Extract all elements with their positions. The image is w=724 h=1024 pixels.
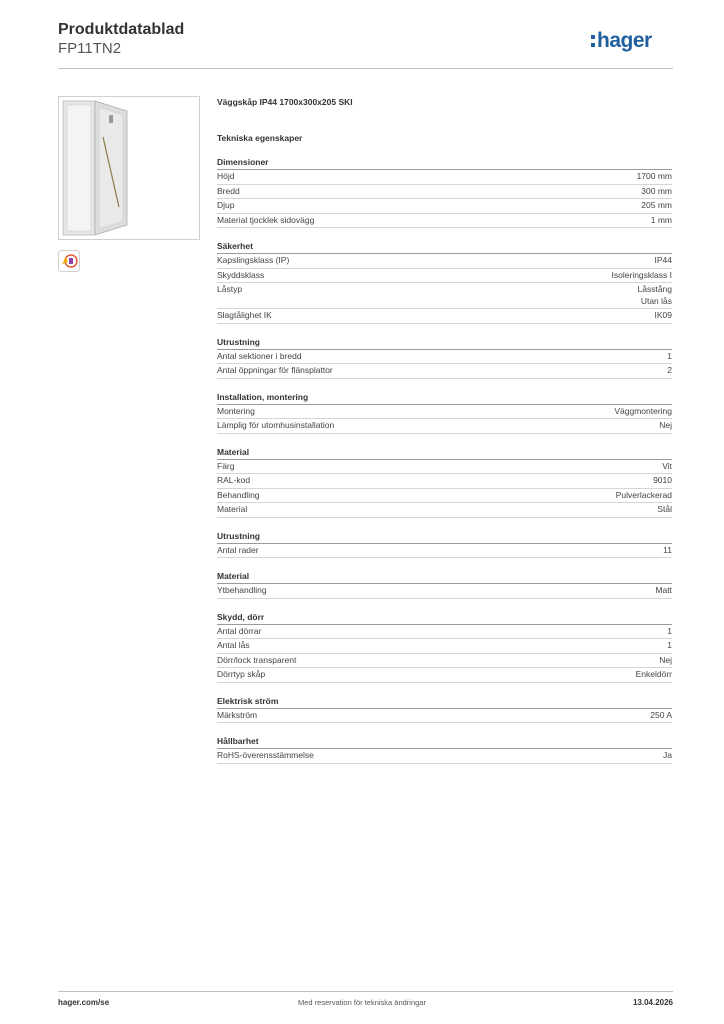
spec-group bbox=[217, 570, 672, 599]
spec-group bbox=[217, 336, 672, 379]
spec-label: Höjd bbox=[217, 171, 235, 181]
spec-group bbox=[217, 695, 672, 724]
logo-dot-top bbox=[591, 35, 595, 39]
spec-value-line: Låsstång bbox=[637, 284, 672, 294]
spec-label: Dörrtyp skåp bbox=[217, 669, 266, 679]
spec-value bbox=[657, 504, 672, 516]
spec-value bbox=[667, 640, 672, 652]
spec-value bbox=[655, 310, 673, 322]
spec-value-line: IP44 bbox=[654, 255, 672, 265]
spec-value bbox=[638, 284, 673, 307]
spec-label: Montering bbox=[217, 405, 255, 416]
product-name: Väggskåp IP44 1700x300x205 SKI bbox=[217, 97, 353, 107]
spec-row bbox=[217, 584, 672, 599]
spec-value bbox=[659, 655, 672, 667]
spec-value bbox=[616, 490, 672, 502]
spec-row bbox=[217, 254, 672, 269]
spec-label: RAL-kod bbox=[217, 475, 251, 485]
product-code: FP11TN2 bbox=[58, 40, 122, 57]
spec-label: Lämplig för utomhusinstallation bbox=[217, 420, 335, 430]
spec-value-line: 1 bbox=[667, 625, 672, 636]
spec-value-line: 1 bbox=[667, 350, 672, 361]
spec-value-line: Stål bbox=[657, 504, 672, 514]
spec-row bbox=[217, 364, 672, 379]
spec-row bbox=[217, 199, 672, 214]
spec-group-title: Dimensioner bbox=[217, 156, 672, 170]
spec-group bbox=[217, 735, 672, 764]
spec-group-title: Skydd, dörr bbox=[217, 611, 672, 625]
spec-row bbox=[217, 185, 672, 200]
spec-value bbox=[663, 545, 672, 557]
spec-value-line: 1 bbox=[667, 640, 672, 650]
spec-value bbox=[655, 585, 672, 597]
spec-value bbox=[641, 200, 672, 212]
spec-group-title: Elektrisk ström bbox=[217, 695, 672, 709]
spec-value-line: 9010 bbox=[653, 475, 672, 485]
spec-group-title: Säkerhet bbox=[217, 240, 672, 254]
header-divider bbox=[58, 68, 673, 69]
spec-value bbox=[667, 626, 672, 638]
spec-value bbox=[651, 215, 672, 227]
spec-label: Antal öppningar för flänsplattor bbox=[217, 365, 333, 375]
spec-row bbox=[217, 170, 672, 185]
spec-label: Material bbox=[217, 504, 248, 514]
spec-label: Antal dörrar bbox=[217, 625, 262, 636]
spec-value-line: Matt bbox=[655, 585, 672, 595]
spec-row bbox=[217, 749, 672, 764]
spec-content bbox=[217, 96, 672, 764]
spec-value bbox=[612, 270, 672, 282]
spec-value-line: Nej bbox=[659, 654, 672, 665]
spec-row bbox=[217, 709, 672, 724]
spec-value-line: Nej bbox=[659, 420, 672, 430]
logo-text: hager bbox=[597, 29, 652, 52]
page-title: Produktdatablad bbox=[58, 21, 185, 38]
recycling-badge-icon bbox=[58, 250, 80, 272]
spec-label: Antal lås bbox=[217, 640, 250, 650]
product-image bbox=[58, 96, 200, 240]
spec-value-line: 250 A bbox=[650, 709, 672, 720]
spec-group-title: Hållbarhet bbox=[217, 735, 672, 749]
spec-row bbox=[217, 654, 672, 669]
spec-row bbox=[217, 544, 672, 559]
spec-group bbox=[217, 391, 672, 434]
spec-group bbox=[217, 156, 672, 228]
spec-label: Antal rader bbox=[217, 544, 259, 555]
spec-value-line: 11 bbox=[663, 544, 672, 555]
footer-disclaimer: Med reservation för tekniska ändringar bbox=[298, 998, 426, 1007]
cabinet-photo-icon bbox=[59, 97, 199, 239]
spec-group-title: Material bbox=[217, 446, 672, 460]
footer-divider bbox=[58, 991, 673, 992]
spec-group-title: Utrustning bbox=[217, 336, 672, 350]
spec-value bbox=[667, 365, 672, 377]
spec-row bbox=[217, 350, 672, 365]
spec-value bbox=[637, 171, 672, 183]
spec-label: Låstyp bbox=[217, 284, 243, 294]
spec-value-line: Enkeldörr bbox=[635, 669, 672, 679]
spec-group bbox=[217, 240, 672, 324]
spec-label: Slagtålighet IK bbox=[217, 310, 272, 320]
spec-row bbox=[217, 214, 672, 229]
spec-group bbox=[217, 611, 672, 683]
spec-label: Märkström bbox=[217, 709, 258, 720]
spec-value-line: Isoleringsklass I bbox=[611, 269, 672, 280]
spec-value bbox=[636, 669, 672, 681]
spec-label: Material tjocklek sidovägg bbox=[217, 214, 315, 225]
spec-row bbox=[217, 668, 672, 683]
spec-value-line: 205 mm bbox=[641, 200, 672, 210]
spec-row bbox=[217, 474, 672, 489]
spec-label: Bredd bbox=[217, 185, 240, 196]
spec-label: Antal sektioner i bredd bbox=[217, 350, 302, 361]
spec-value bbox=[650, 710, 672, 722]
spec-group bbox=[217, 446, 672, 518]
spec-label: Behandling bbox=[217, 489, 260, 500]
spec-group-title: Utrustning bbox=[217, 530, 672, 544]
hager-logo bbox=[591, 26, 673, 58]
footer-date: 13.04.2026 bbox=[632, 998, 673, 1007]
spec-group bbox=[217, 530, 672, 559]
section-heading: Tekniska egenskaper bbox=[217, 133, 303, 143]
footer-website: hager.com/se bbox=[58, 998, 110, 1007]
spec-value bbox=[659, 420, 672, 432]
spec-label: Kapslingsklass (IP) bbox=[217, 255, 290, 265]
spec-value bbox=[641, 186, 672, 198]
spec-value bbox=[667, 351, 672, 363]
spec-row bbox=[217, 489, 672, 504]
spec-row bbox=[217, 269, 672, 284]
spec-value-line: Vit bbox=[662, 460, 672, 471]
spec-value-line: Ja bbox=[663, 750, 672, 760]
spec-group-title: Installation, montering bbox=[217, 391, 672, 405]
spec-value-line: 2 bbox=[667, 365, 672, 375]
spec-value bbox=[653, 475, 672, 487]
spec-row bbox=[217, 309, 672, 324]
spec-groups bbox=[217, 156, 672, 764]
spec-value-line: 300 mm bbox=[641, 185, 672, 196]
spec-label: RoHS-överensstämmelse bbox=[217, 750, 314, 760]
spec-value bbox=[663, 750, 672, 762]
spec-value bbox=[662, 461, 672, 473]
spec-label: Dörr/lock transparent bbox=[217, 654, 297, 665]
spec-row bbox=[217, 405, 672, 420]
spec-value-line: Utan lås bbox=[640, 295, 672, 306]
spec-value-line: IK09 bbox=[654, 310, 672, 320]
spec-row bbox=[217, 283, 672, 309]
spec-value-line: Väggmontering bbox=[614, 405, 672, 416]
spec-row bbox=[217, 503, 672, 518]
spec-value-line: 1700 mm bbox=[636, 171, 672, 181]
spec-row bbox=[217, 639, 672, 654]
spec-row bbox=[217, 460, 672, 475]
spec-label: Djup bbox=[217, 200, 235, 210]
spec-label: Skyddsklass bbox=[217, 269, 265, 280]
spec-label: Färg bbox=[217, 460, 235, 471]
spec-value-line: 1 mm bbox=[650, 214, 672, 225]
spec-value bbox=[614, 406, 672, 418]
spec-label: Ytbehandling bbox=[217, 585, 267, 595]
logo-dot-bottom bbox=[591, 43, 595, 47]
spec-row bbox=[217, 419, 672, 434]
spec-group-title: Material bbox=[217, 570, 672, 584]
spec-row bbox=[217, 625, 672, 640]
spec-value bbox=[655, 255, 673, 267]
spec-value-line: Pulverlackerad bbox=[615, 489, 672, 500]
